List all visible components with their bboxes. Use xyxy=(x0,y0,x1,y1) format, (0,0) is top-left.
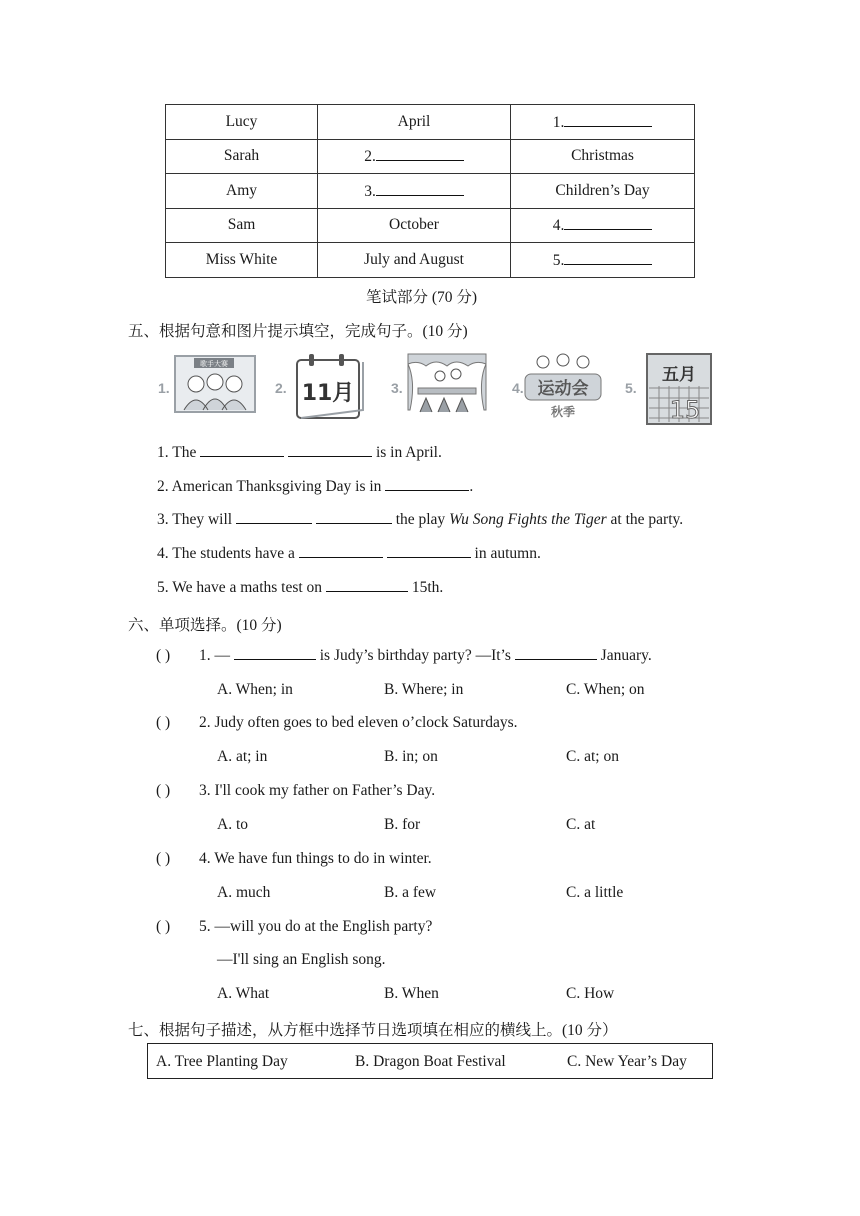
table-cell: Miss White xyxy=(166,243,318,278)
option-c[interactable]: C. at; on xyxy=(566,748,619,765)
fill-blank[interactable] xyxy=(385,478,469,491)
option-b[interactable]: B. a few xyxy=(384,884,437,901)
answer-blank[interactable] xyxy=(376,181,464,196)
question-text: 2. Judy often goes to bed eleven o’clock Saturdays. xyxy=(199,714,518,731)
answer-blank[interactable] xyxy=(564,215,652,230)
table-cell: October xyxy=(318,208,511,243)
picture-caption: 运动会 xyxy=(537,379,589,399)
picture-subcaption: 秋季 xyxy=(550,405,576,419)
table-cell xyxy=(511,243,695,278)
answer-number: 5. xyxy=(552,251,565,269)
fill-sentence: 4. The students have a in autumn. xyxy=(157,545,541,562)
table-cell xyxy=(511,105,695,140)
info-table xyxy=(165,104,695,278)
option-a[interactable]: A. much xyxy=(217,884,271,901)
answer-number: 3. xyxy=(364,182,376,200)
picture-number: 1. xyxy=(158,380,170,396)
choice-item: C. New Year’s Day xyxy=(567,1053,687,1070)
fill-blank[interactable] xyxy=(200,444,284,457)
picture-number: 4. xyxy=(512,380,524,396)
answer-blank[interactable] xyxy=(564,112,652,127)
question-text: 5. —will you do at the English party? xyxy=(199,918,433,935)
table-row xyxy=(166,208,695,243)
table-cell: Christmas xyxy=(511,139,695,174)
table-row xyxy=(166,139,695,174)
table-row xyxy=(166,243,695,278)
fill-blank[interactable] xyxy=(299,545,383,558)
fill-blank[interactable] xyxy=(236,511,312,524)
answer-blank[interactable] xyxy=(376,146,464,161)
answer-number: 1. xyxy=(552,113,565,131)
fill-blank[interactable] xyxy=(326,579,408,592)
option-c[interactable]: C. at xyxy=(566,816,596,833)
table-cell: Children’s Day xyxy=(511,174,695,209)
option-b[interactable]: B. Where; in xyxy=(384,681,464,698)
table-cell: Sarah xyxy=(166,139,318,174)
option-b[interactable]: B. in; on xyxy=(384,748,438,765)
answer-paren[interactable]: ( ) xyxy=(156,714,171,731)
table-row xyxy=(166,174,695,209)
picture-number: 3. xyxy=(391,380,403,396)
choice-box xyxy=(147,1043,713,1079)
calendar-november-picture xyxy=(293,352,365,422)
option-a[interactable]: A. What xyxy=(217,985,270,1002)
table-cell: July and August xyxy=(318,243,511,278)
table-cell xyxy=(318,174,511,209)
singing-contest-picture xyxy=(174,352,256,414)
choice-item: A. Tree Planting Day xyxy=(156,1053,288,1070)
fill-sentence: 2. American Thanksgiving Day is in . xyxy=(157,478,474,495)
fill-sentence: 5. We have a maths test on 15th. xyxy=(157,579,444,596)
answer-paren[interactable]: ( ) xyxy=(156,918,171,935)
answer-number: 2. xyxy=(364,148,376,166)
fill-blank[interactable] xyxy=(288,444,372,457)
option-a[interactable]: A. at; in xyxy=(217,748,268,765)
question-text: 4. We have fun things to do in winter. xyxy=(199,850,432,867)
option-b[interactable]: B. When xyxy=(384,985,439,1002)
fill-sentence: 1. The is in April. xyxy=(157,444,442,461)
table-cell: Amy xyxy=(166,174,318,209)
fill-sentence: 3. They will the play Wu Song Fights the Tiger at the party. xyxy=(157,511,684,528)
choice-item: B. Dragon Boat Festival xyxy=(355,1053,506,1070)
fill-blank[interactable] xyxy=(387,545,471,558)
option-a[interactable]: A. When; in xyxy=(217,681,293,698)
table-cell: Sam xyxy=(166,208,318,243)
option-c[interactable]: C. How xyxy=(566,985,615,1002)
question-response: —I'll sing an English song. xyxy=(217,951,386,968)
table-cell xyxy=(511,208,695,243)
answer-paren[interactable]: ( ) xyxy=(156,850,171,867)
option-c[interactable]: C. a little xyxy=(566,884,624,901)
answer-paren[interactable]: ( ) xyxy=(156,647,171,664)
table-cell: Lucy xyxy=(166,105,318,140)
sports-meet-picture xyxy=(521,352,605,422)
written-section-title: 笔试部分 (70 分) xyxy=(366,289,478,306)
answer-blank[interactable] xyxy=(564,250,652,265)
picture-caption: 11月 xyxy=(301,381,355,406)
fill-blank[interactable] xyxy=(515,647,597,660)
option-a[interactable]: A. to xyxy=(217,816,248,833)
table-cell xyxy=(318,139,511,174)
section5-heading: 五、根据句意和图片提示填空，完成句子。(10 分) xyxy=(128,323,468,340)
table-cell: April xyxy=(318,105,511,140)
picture-subcaption: 15 xyxy=(669,396,701,424)
picture-caption: 歌手大赛 xyxy=(200,360,228,368)
table-row xyxy=(166,105,695,140)
picture-number: 5. xyxy=(625,380,637,396)
answer-number: 4. xyxy=(552,217,565,235)
option-c[interactable]: C. When; on xyxy=(566,681,645,698)
stage-play-picture xyxy=(406,352,488,414)
fill-blank[interactable] xyxy=(234,647,316,660)
option-b[interactable]: B. for xyxy=(384,816,421,833)
section6-heading: 六、单项选择。(10 分) xyxy=(128,617,282,634)
question-text: 3. I'll cook my father on Father’s Day. xyxy=(199,782,436,799)
answer-paren[interactable]: ( ) xyxy=(156,782,171,799)
section7-heading: 七、根据句子描述，从方框中选择节日选项填在相应的横线上。(10 分） xyxy=(128,1022,618,1039)
question-text: 1. — is Judy’s birthday party? —It’s January. xyxy=(199,647,652,664)
picture-caption: 五月 xyxy=(662,365,696,385)
picture-number: 2. xyxy=(275,380,287,396)
calendar-may-15-picture xyxy=(645,352,715,426)
fill-blank[interactable] xyxy=(316,511,392,524)
